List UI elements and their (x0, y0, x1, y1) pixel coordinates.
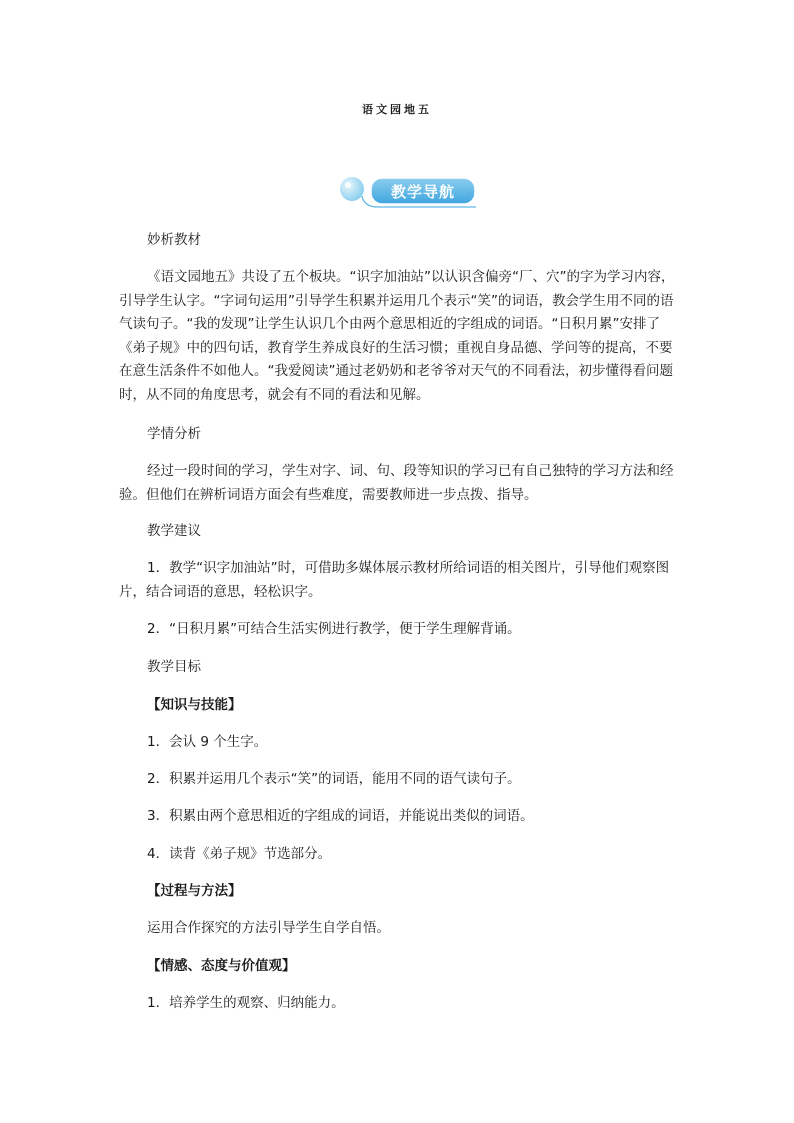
paragraph-process: 运用合作探究的方法引导学生自学自悟。 (147, 920, 390, 936)
teaching-guide-banner (338, 174, 488, 210)
banner-label: 教学导航 (390, 183, 456, 201)
subheading-emotion: 【情感、态度与价值观】 (147, 958, 296, 974)
list-item-knowledge-3: 3．积累由两个意思相近的字组成的词语，并能说出类似的词语。 (147, 808, 534, 824)
subheading-knowledge: 【知识与技能】 (147, 697, 242, 713)
section-heading-goals: 教学目标 (147, 659, 201, 675)
paragraph-advice-2: 2．“日积月累”可结合生活实例进行教学，便于学生理解背诵。 (147, 621, 521, 637)
paragraph-analysis: 《语文园地五》共设了五个板块。“识字加油站”以认识含偏旁“厂、穴”的字为学习内容，引导学生认字。“字词句运用”引导学生积累并运用几个表示“笑”的词语，教会学生用不同的语气读句子。“我的发现”让学生认识几个由两个意思相近的字组成的词语。“日积月累”安排了《弟子规》中的四句话，教育学生养成良好的生活习惯；重视自身品德、学问等的提高，不要在意生活条件不如他人。“我爱阅读”通过老奶奶和老爷爷对天气的不同看法，初步懂得看问题时，从不同的角度思考，就会有不同的看法和见解。 (119, 269, 675, 403)
list-item-knowledge-4: 4．读背《弟子规》节选部分。 (147, 846, 332, 862)
page-header-title: 语文园地五 (362, 103, 432, 116)
banner-graphic (338, 174, 488, 210)
section-heading-advice: 教学建议 (147, 523, 201, 539)
list-item-knowledge-2: 2．积累并运用几个表示“笑”的词语，能用不同的语气读句子。 (147, 771, 521, 787)
paragraph-advice-1: 1．教学“识字加油站”时，可借助多媒体展示教材所给词语的相关图片，引导他们观察图片，结合词语的意思，轻松识字。 (119, 560, 670, 600)
paragraph-learner: 经过一段时间的学习，学生对字、词、句、段等知识的学习已有自己独特的学习方法和经验。但他们在辨析词语方面会有些难度，需要教师进一步点拨、指导。 (119, 463, 674, 503)
subheading-process: 【过程与方法】 (147, 883, 242, 899)
list-item-knowledge-1: 1．会认 9 个生字。 (147, 734, 268, 750)
section-heading-analysis: 妙析教材 (147, 232, 201, 248)
section-heading-learner: 学情分析 (147, 426, 201, 442)
bubble-icon (340, 177, 364, 201)
list-item-emotion-1: 1．培养学生的观察、归纳能力。 (147, 995, 345, 1011)
